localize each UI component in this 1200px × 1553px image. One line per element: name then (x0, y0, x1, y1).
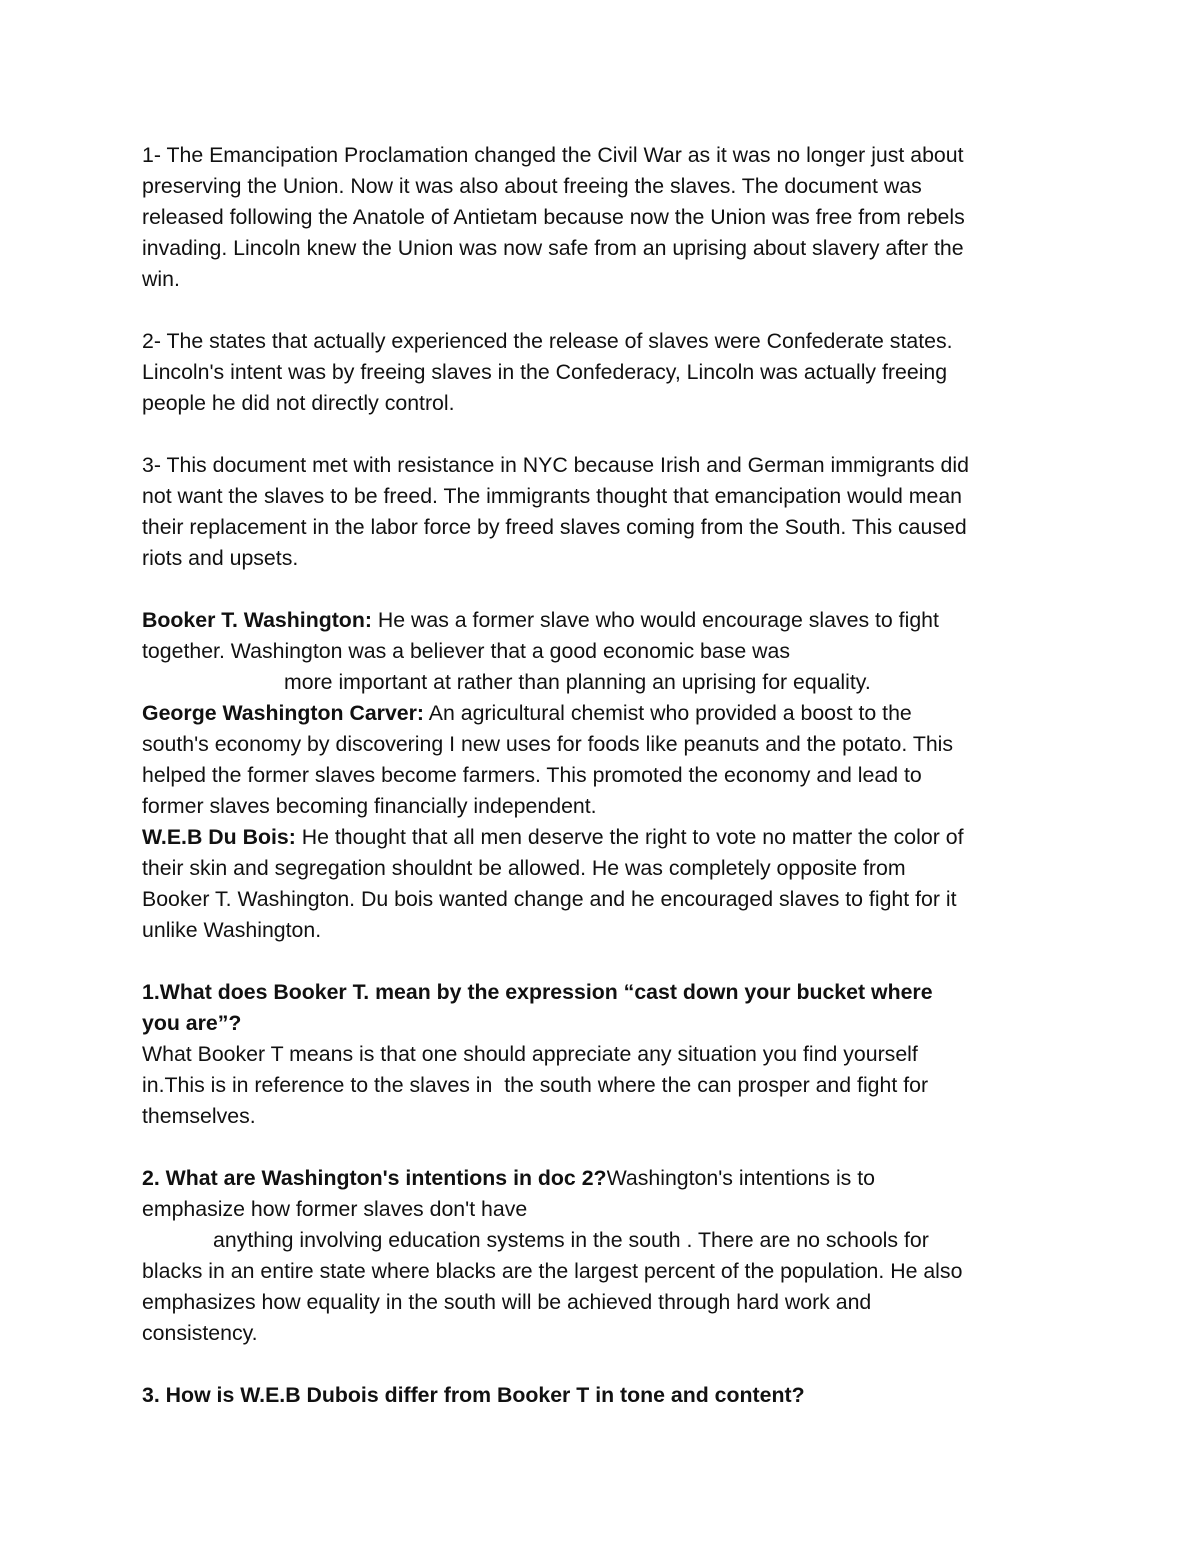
question-1 (142, 977, 1072, 1132)
dubois-text: He thought that all men deserve the right to vote no matter the color of (295, 825, 964, 849)
dubois-line (142, 822, 1072, 853)
answer-2 (142, 326, 1072, 419)
answer-2-line: 2- The states that actually experienced the release of slaves were Confederate states. (142, 329, 953, 353)
dubois-line: their skin and segregation shouldnt be allowed. He was completely opposite from (142, 856, 906, 880)
answer-3 (142, 450, 1072, 574)
answer-3-line: their replacement in the labor force by freed slaves coming from the South. This caused (142, 515, 967, 539)
answer-2-line: Lincoln's intent was by freeing slaves in the Confederacy, Lincoln was actually freeing (142, 360, 948, 384)
booker-name: Booker T. Washington: (142, 608, 372, 632)
question-2-heading: 2. What are Washington's intentions in doc 2? (142, 1166, 607, 1190)
spacer (142, 419, 1072, 450)
question-2-answer: emphasize how former slaves don't have (142, 1197, 528, 1221)
dubois-line: Booker T. Washington. Du bois wanted change and he encouraged slaves to fight for it (142, 887, 957, 911)
spacer (142, 1132, 1072, 1163)
carver-text: An agricultural chemist who provided a boost to the (424, 701, 912, 725)
answer-1-line: preserving the Union. Now it was also about freeing the slaves. The document was (142, 174, 922, 198)
carver-line: former slaves becoming financially independent. (142, 794, 597, 818)
booker-line: more important at rather than planning an uprising for equality. (284, 670, 871, 694)
question-1-answer: themselves. (142, 1104, 256, 1128)
answer-2-line: people he did not directly control. (142, 391, 455, 415)
answer-3-line: 3- This document met with resistance in NYC because Irish and German immigrants did (142, 453, 969, 477)
question-2 (142, 1163, 1072, 1349)
spacer (142, 1349, 1072, 1380)
answer-1-line: win. (142, 267, 180, 291)
spacer (142, 295, 1072, 326)
question-2-answer: anything involving education systems in the south . There are no schools for (213, 1228, 929, 1252)
question-1-heading-text: you are”? (142, 1011, 242, 1035)
dubois-entry (142, 822, 1072, 946)
question-2-line (142, 1163, 1072, 1194)
booker-text: He was a former slave who would encourage slaves to fight (371, 608, 939, 632)
carver-line: helped the former slaves become farmers. This promoted the economy and lead to (142, 763, 922, 787)
question-3-heading (142, 1380, 1072, 1411)
question-3 (142, 1380, 1072, 1411)
question-2-answer: consistency. (142, 1321, 258, 1345)
dubois-name: W.E.B Du Bois: (142, 825, 296, 849)
carver-name: George Washington Carver: (142, 701, 425, 725)
carver-line (142, 698, 1072, 729)
question-1-heading-text: 1.What does Booker T. mean by the expression “cast down your bucket where (142, 980, 933, 1004)
carver-line: south's economy by discovering I new uses for foods like peanuts and the potato. This (142, 732, 954, 756)
question-1-heading (142, 977, 1072, 1008)
answer-1-line: 1- The Emancipation Proclamation changed the Civil War as it was no longer just about (142, 143, 964, 167)
document-body (142, 140, 1072, 1411)
spacer (142, 946, 1072, 977)
question-2-answer: emphasizes how equality in the south will be achieved through hard work and (142, 1290, 872, 1314)
booker-line: together. Washington was a believer that a good economic base was (142, 639, 790, 663)
question-2-answer-inline: Washington's intentions is to (606, 1166, 876, 1190)
spacer (142, 574, 1072, 605)
booker-line (142, 605, 1072, 636)
question-3-heading-text: 3. How is W.E.B Dubois differ from Booker T in tone and content? (142, 1383, 805, 1407)
dubois-line: unlike Washington. (142, 918, 322, 942)
answer-1-line: released following the Anatole of Antietam because now the Union was free from rebels (142, 205, 965, 229)
answer-3-line: riots and upsets. (142, 546, 299, 570)
answer-3-line: not want the slaves to be freed. The immigrants thought that emancipation would mean (142, 484, 963, 508)
question-1-answer: What Booker T means is that one should appreciate any situation you find yourself (142, 1042, 918, 1066)
answer-1 (142, 140, 1072, 295)
question-1-answer: in.This is in reference to the slaves in the south where the can prosper and fight for (142, 1073, 929, 1097)
booker-washington-entry (142, 605, 1072, 698)
carver-entry (142, 698, 1072, 822)
answer-1-line: invading. Lincoln knew the Union was now safe from an uprising about slavery after the (142, 236, 964, 260)
question-1-heading (142, 1008, 1072, 1039)
question-2-answer: blacks in an entire state where blacks are the largest percent of the population. He also (142, 1259, 963, 1283)
